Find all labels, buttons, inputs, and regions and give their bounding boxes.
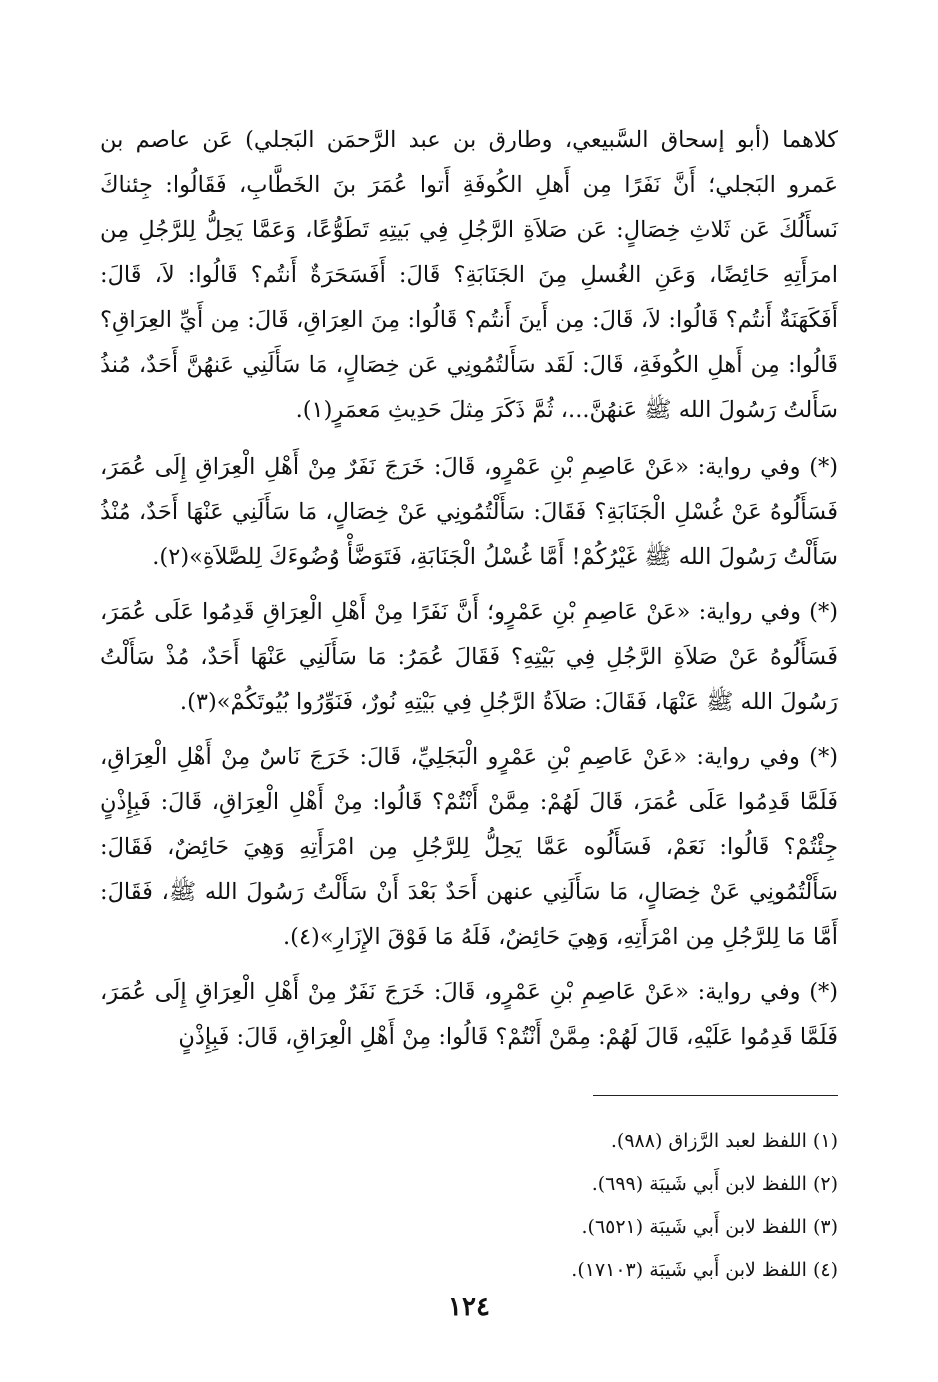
paragraph-riwaya-3: (*) وفي رواية: «عَنْ عَاصِمِ بْنِ عَمْرٍو الْبَجَلِيِّ، قَالَ: خَرَجَ نَاسٌ مِنْ أَهْلِ الْعِرَاقِ، فَلَمَّا قَدِمُوا عَلَى عُمَرَ، قَالَ لَهُمْ: مِمَّنْ أَنْتُمْ؟ قَالُوا: مِنْ أَهْلِ الْعِرَاقِ، قَالَ: فَبِإِذْنٍ جِئْتُمْ؟ قَالُوا: نَعَمْ، فَسَأَلُوه عَمَّا يَحِلُّ لِلرَّجُلِ مِن امْرَأَتِهِ وَهِيَ حَائِضٌ، فَقَالَ: سَأَلْتُمُونِي عَنْ خِصَالٍ، مَا سَأَلَنِي عنهن أَحَدٌ بَعْدَ أَنْ سَأَلْتُ رَسُولَ الله ﷺ، فَقَالَ: أَمَّا مَا لِلرَّجُلِ مِن امْرَأَتِهِ، وَهِيَ حَائِضٌ، فَلَهُ مَا فَوْقَ الإِزَارِ»(٤). bbox=[100, 744, 838, 950]
paragraph-riwaya-4: (*) وفي رواية: «عَنْ عَاصِمِ بْنِ عَمْرٍو، قَالَ: خَرَجَ نَفَرٌ مِنْ أَهْلِ الْعِرَاقِ إِلَى عُمَرَ، فَلَمَّا قَدِمُوا عَلَيْهِ، قَالَ لَهُمْ: مِمَّنْ أَنْتُمْ؟ قَالُوا: مِنْ أَهْلِ الْعِرَاقِ، قَالَ: فَبِإِذْنٍ bbox=[100, 979, 838, 1050]
footnote-1: (١) اللفظ لعبد الرَّزاق (٩٨٨). bbox=[610, 1130, 838, 1152]
page-number: ١٢٤ bbox=[448, 1292, 490, 1322]
paragraph-riwaya-1: (*) وفي رواية: «عَنْ عَاصِمِ بْنِ عَمْرٍو، قَالَ: خَرَجَ نَفَرٌ مِنْ أَهْلِ الْعِرَاقِ إِلَى عُمَرَ، فَسَأَلُوهُ عَنْ غُسْلِ الْجَنَابَةِ؟ فَقَالَ: سَأَلْتُمُونِي عَنْ خِصَالٍ، مَا سَأَلَنِي عَنْهَا أَحَدٌ، مُنْذُ سَأَلْتُ رَسُولَ الله ﷺ غَيْرُكُمْ! أَمَّا غُسْلُ الْجَنَابَةِ، فَتَوَضَّأْ وُضُوءَكَ لِلصَّلاَةِ»(٢). bbox=[100, 454, 838, 570]
footnote-3: (٣) اللفظ لابن أَبي شَيبَة (٦٥٢١). bbox=[581, 1216, 838, 1238]
footnote-4: (٤) اللفظ لابن أَبي شَيبَة (١٧١٠٣). bbox=[571, 1259, 838, 1281]
footnotes bbox=[100, 1120, 838, 1292]
footnote-2: (٢) اللفظ لابن أَبي شَيبَة (٦٩٩). bbox=[591, 1173, 838, 1195]
footnote-separator bbox=[593, 1095, 838, 1096]
paragraph-riwaya-2: (*) وفي رواية: «عَنْ عَاصِمِ بْنِ عَمْرٍو؛ أَنَّ نَفَرًا مِنْ أَهْلِ الْعِرَاقِ قَدِمُوا عَلَى عُمَرَ، فَسَأَلُوهُ عَنْ صَلاَةِ الرَّجُلِ فِي بَيْتِهِ؟ فَقَالَ عُمَرُ: مَا سَأَلَنِي عَنْهَا أَحَدٌ، مُذْ سَأَلْتُ رَسُولَ الله ﷺ عَنْهَا، فَقَالَ: صَلاَةُ الرَّجُلِ فِي بَيْتِهِ نُورٌ، فَنَوِّرُوا بُيُوتَكُمْ»(٣). bbox=[100, 599, 838, 715]
main-text bbox=[100, 118, 838, 1060]
paragraph-intro: كلاهما (أبو إسحاق السَّبيعي، وطارق بن عبد الرَّحمَن البَجلي) عَن عاصم بن عَمرو البَجلي؛ أَنَّ نَفَرًا مِن أَهلِ الكُوفَةِ أَتوا عُمَرَ بنَ الخَطَّابِ، فَقَالُوا: جِئناكَ نَسأَلُكَ عَن ثَلاثِ خِصَالٍ: عَن صَلاَةِ الرَّجُلِ فِي بَيتِهِ تَطَوُّعًا، وَعَمَّا يَحِلُّ لِلرَّجُلِ مِن امرَأَتِهِ حَائِضًا، وَعَنِ الغُسلِ مِنَ الجَنَابَةِ؟ قَالَ: أَفَسَحَرَةٌ أَنتُم؟ قَالُوا: لاَ، قَالَ: أَفَكَهَنَةٌ أَنتُم؟ قَالُوا: لاَ، قَالَ: مِن أَينَ أَنتُم؟ قَالُوا: مِنَ العِرَاقِ، قَالَ: مِن أَيِّ العِرَاقِ؟ قَالُوا: مِن أَهلِ الكُوفَةِ، قَالَ: لَقَد سَأَلتُمُونِي عَن خِصَالٍ، مَا سَأَلَنِي عَنهُنَّ أَحَدٌ، مُنذُ سَأَلتُ رَسُولَ الله ﷺ عَنهُنَّ...، ثُمَّ ذَكَرَ مِثلَ حَدِيثِ مَعمَرٍ(١). bbox=[100, 127, 838, 423]
